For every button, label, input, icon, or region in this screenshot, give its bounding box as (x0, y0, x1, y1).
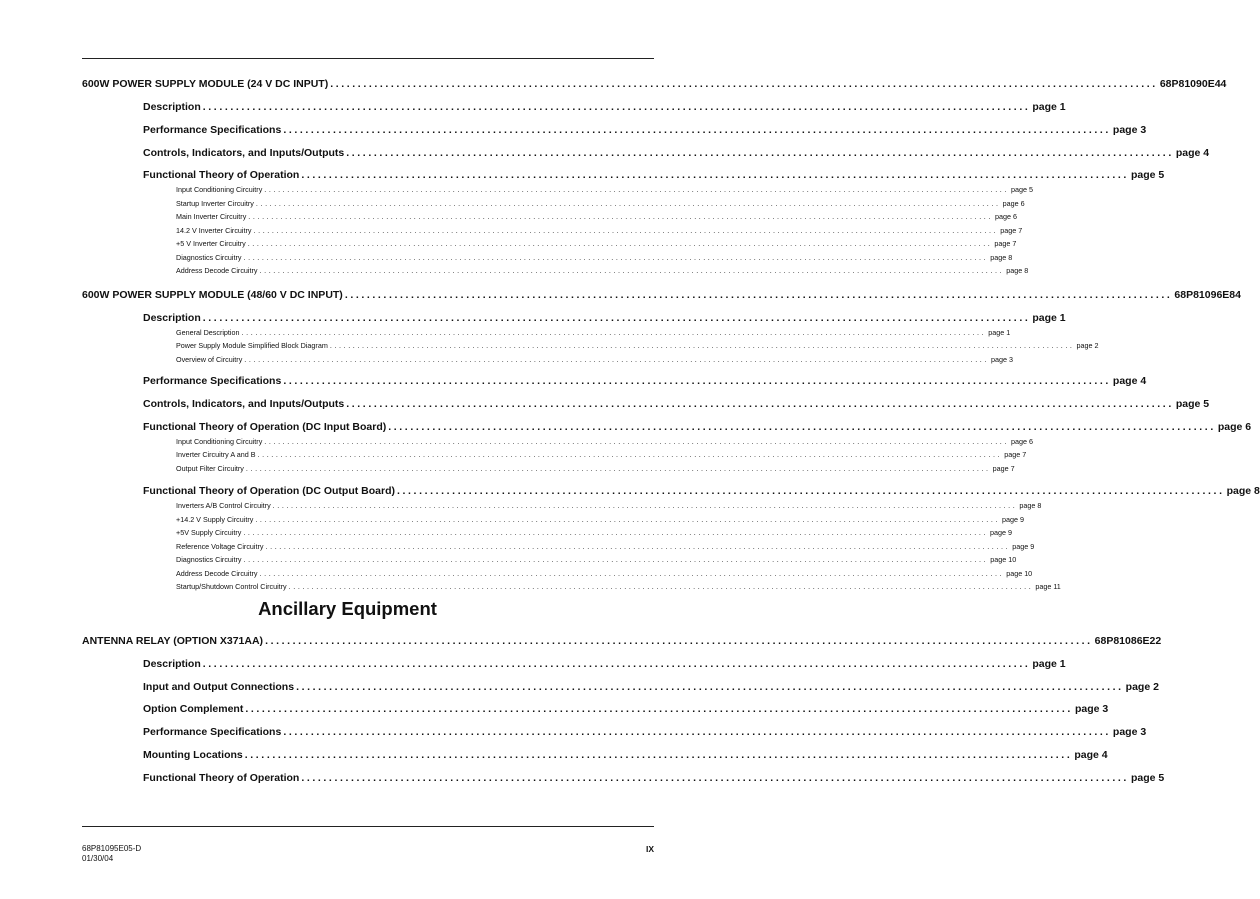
dot-leader: ...................................................................................................................................................... (346, 147, 1174, 159)
toc-entry-page: page 8 (1226, 485, 1260, 497)
toc-entry-label: Functional Theory of Operation (DC Input Board) (143, 421, 387, 433)
toc-subentry-page: page 6 (1002, 199, 1025, 208)
toc-entry-page: page 5 (1130, 169, 1165, 181)
toc-subentry-label: Main Inverter Circuitry (176, 212, 247, 221)
dot-leader: .................................................................................................................................................................. (264, 437, 1009, 446)
header-rule (82, 58, 654, 59)
toc-entry[interactable] (143, 312, 1066, 324)
toc-entry[interactable] (143, 681, 1159, 693)
toc-module-ref: 68P81096E84 (1174, 289, 1241, 301)
toc-subentry[interactable] (176, 199, 1025, 208)
toc-subentry-page: page 7 (994, 239, 1017, 248)
toc-module-48v-heading[interactable] (82, 289, 1241, 301)
toc-subentry[interactable] (176, 253, 1013, 262)
toc-entry[interactable] (143, 749, 1108, 761)
dot-leader: .................................................................................................................................................................. (244, 355, 989, 364)
dot-leader: ...................................................................................................................................................... (244, 749, 1073, 761)
toc-module-title: ANTENNA RELAY (OPTION X371AA) (82, 635, 264, 647)
toc-subentry-label: 14.2 V Inverter Circuitry (176, 226, 252, 235)
dot-leader: ...................................................................................................................................................... (301, 772, 1129, 784)
dot-leader: ...................................................................................................................................................... (397, 485, 1225, 497)
toc-entry[interactable] (143, 147, 1210, 159)
toc-subentry-label: Overview of Circuitry (176, 355, 243, 364)
toc-subentry-label: Address Decode Circuitry (176, 266, 258, 275)
dot-leader: .................................................................................................................................................................. (272, 501, 1018, 510)
footer-doc-number: 68P81095E05-D (82, 844, 142, 853)
toc-entry-label: Performance Specifications (143, 726, 282, 738)
toc-subentry-page: page 10 (990, 555, 1017, 564)
toc-subentry[interactable] (176, 212, 1017, 221)
toc-entry-page: page 2 (1125, 681, 1159, 693)
dot-leader: .................................................................................................................................................................. (247, 239, 993, 248)
toc-subentry-page: page 8 (1006, 266, 1029, 275)
dot-leader: .................................................................................................................................................................. (259, 266, 1005, 275)
toc-module-title: 600W POWER SUPPLY MODULE (48/60 V DC INPUT) (82, 289, 343, 301)
toc-subentry-label: Input Conditioning Circuitry (176, 185, 263, 194)
toc-subentry-label: Power Supply Module Simplified Block Diagram (176, 341, 328, 350)
footer-page-number: IX (645, 844, 654, 854)
toc-subentry[interactable] (176, 569, 1033, 578)
dot-leader: ...................................................................................................................................................... (344, 289, 1173, 301)
toc-entry-page: page 3 (1112, 726, 1147, 738)
toc-subentry-label: Inverter Circuitry A and B (176, 450, 256, 459)
dot-leader: ...................................................................................................................................................... (330, 78, 1158, 90)
toc-entry[interactable] (143, 658, 1066, 670)
toc-subentry-page: page 10 (1006, 569, 1033, 578)
toc-entry-page: page 3 (1112, 124, 1147, 136)
toc-subentry-label: +5V Supply Circuitry (176, 528, 242, 537)
toc-subentry[interactable] (176, 555, 1017, 564)
dot-leader: .................................................................................................................................................................. (264, 185, 1009, 194)
toc-entry-page: page 1 (1032, 658, 1066, 670)
toc-entry[interactable] (143, 726, 1147, 738)
toc-entry-page: page 4 (1112, 375, 1147, 387)
toc-module-24v-heading[interactable] (82, 78, 1227, 90)
toc-subentry-label: Output Filter Circuitry (176, 464, 244, 473)
toc-entry[interactable] (143, 398, 1210, 410)
toc-subentry-page: page 3 (991, 355, 1013, 364)
toc-entry[interactable] (143, 101, 1066, 113)
toc-entry-page: page 1 (1032, 312, 1066, 324)
toc-entry-label: Mounting Locations (143, 749, 243, 761)
toc-entry-label: Controls, Indicators, and Inputs/Outputs (143, 147, 345, 159)
toc-entry-label: Description (143, 312, 201, 324)
toc-subentry-page: page 1 (988, 328, 1011, 337)
toc-subentry-page: page 9 (1002, 515, 1024, 524)
dot-leader: .................................................................................................................................................................. (243, 528, 989, 537)
toc-entry[interactable] (143, 124, 1147, 136)
toc-subentry[interactable] (176, 185, 1033, 194)
dot-leader: .................................................................................................................................................................. (241, 328, 987, 337)
dot-leader: ...................................................................................................................................................... (202, 658, 1031, 670)
toc-subentry[interactable] (176, 239, 1017, 248)
dot-leader: .................................................................................................................................................................. (259, 569, 1005, 578)
toc-entry-label: Performance Specifications (143, 124, 282, 136)
toc-subentry[interactable] (176, 328, 1011, 337)
toc-subentry-label: Reference Voltage Circuitry (176, 542, 264, 551)
dot-leader: .................................................................................................................................................................. (243, 555, 989, 564)
toc-subentry-label: Startup Inverter Circuitry (176, 199, 254, 208)
dot-leader: .................................................................................................................................................................. (245, 464, 991, 473)
toc-subentry[interactable] (176, 266, 1029, 275)
dot-leader: .................................................................................................................................................................. (329, 341, 1075, 350)
toc-subentry[interactable] (176, 341, 1099, 350)
toc-entry-label: Option Complement (143, 703, 244, 715)
toc-entry[interactable] (143, 772, 1165, 784)
dot-leader: ...................................................................................................................................................... (283, 375, 1111, 387)
dot-leader: .................................................................................................................................................................. (257, 450, 1003, 459)
dot-leader: .................................................................................................................................................................. (255, 515, 1001, 524)
toc-entry-label: Controls, Indicators, and Inputs/Outputs (143, 398, 345, 410)
toc-subentry-label: Address Decode Circuitry (176, 569, 258, 578)
toc-entry-label: Functional Theory of Operation (143, 772, 300, 784)
section-heading-ancillary: Ancillary Equipment (258, 598, 437, 619)
toc-module-ref: 68P81086E22 (1094, 635, 1162, 647)
dot-leader: ...................................................................................................................................................... (388, 421, 1216, 433)
toc-subentry-label: +5 V Inverter Circuitry (176, 239, 246, 248)
toc-entry[interactable] (143, 421, 1252, 433)
toc-entry-label: Input and Output Connections (143, 681, 295, 693)
toc-subentry-label: +14.2 V Supply Circuitry (176, 515, 254, 524)
dot-leader: ...................................................................................................................................................... (283, 124, 1111, 136)
toc-subentry-page: page 9 (1012, 542, 1035, 551)
toc-entry-page: page 6 (1217, 421, 1252, 433)
dot-leader: .................................................................................................................................................................. (255, 199, 1001, 208)
dot-leader: .................................................................................................................................................................. (253, 226, 999, 235)
dot-leader: ...................................................................................................................................................... (202, 101, 1031, 113)
dot-leader: ...................................................................................................................................................... (202, 312, 1031, 324)
toc-entry-page: page 4 (1074, 749, 1108, 761)
toc-subentry[interactable] (176, 355, 1013, 364)
dot-leader: .................................................................................................................................................................. (243, 253, 989, 262)
toc-subentry[interactable] (176, 226, 1023, 235)
dot-leader: ...................................................................................................................................................... (265, 635, 1093, 647)
toc-subentry-label: Diagnostics Circuitry (176, 555, 242, 564)
toc-subentry[interactable] (176, 515, 1024, 524)
toc-subentry-page: page 7 (992, 464, 1015, 473)
toc-subentry-page: page 11 (1035, 582, 1061, 591)
dot-leader: ...................................................................................................................................................... (301, 169, 1129, 181)
toc-entry-label: Functional Theory of Operation (DC Output Board) (143, 485, 395, 497)
toc-subentry-label: Diagnostics Circuitry (176, 253, 242, 262)
toc-entry[interactable] (143, 169, 1165, 181)
toc-subentry[interactable] (176, 464, 1015, 473)
toc-entry-label: Functional Theory of Operation (143, 169, 300, 181)
footer-doc-info (82, 844, 141, 864)
toc-subentry-page: page 6 (1011, 437, 1033, 446)
toc-entry-label: Description (143, 658, 201, 670)
toc-subentry-page: page 8 (990, 253, 1013, 262)
toc-subentry-label: Input Conditioning Circuitry (176, 437, 263, 446)
toc-entry[interactable] (143, 375, 1147, 387)
toc-subentry-page: page 6 (995, 212, 1017, 221)
footer-date: 01/30/04 (82, 854, 114, 863)
dot-leader: .................................................................................................................................................................. (288, 582, 1034, 591)
dot-leader: .................................................................................................................................................................. (265, 542, 1011, 551)
dot-leader: ...................................................................................................................................................... (283, 726, 1111, 738)
toc-subentry[interactable] (176, 582, 1061, 591)
toc-entry[interactable] (143, 485, 1260, 497)
toc-subentry[interactable] (176, 542, 1035, 551)
dot-leader: ...................................................................................................................................................... (245, 703, 1073, 715)
toc-subentry-page: page 8 (1019, 501, 1042, 510)
toc-entry-page: page 5 (1175, 398, 1210, 410)
toc-subentry-page: page 7 (1000, 226, 1023, 235)
toc-subentry-label: General Description (176, 328, 240, 337)
toc-subentry[interactable] (176, 437, 1033, 446)
toc-entry-page: page 5 (1130, 772, 1165, 784)
toc-subentry-label: Startup/Shutdown Control Circuitry (176, 582, 287, 591)
toc-entry[interactable] (143, 703, 1109, 715)
toc-subentry-page: page 9 (990, 528, 1012, 537)
toc-subentry-page: page 7 (1004, 450, 1027, 459)
toc-entry-page: page 1 (1032, 101, 1066, 113)
toc-entry-label: Description (143, 101, 201, 113)
toc-module-title: 600W POWER SUPPLY MODULE (24 V DC INPUT) (82, 78, 329, 90)
toc-subentry[interactable] (176, 501, 1042, 510)
footer-rule (82, 826, 654, 827)
dot-leader: ...................................................................................................................................................... (296, 681, 1124, 693)
toc-subentry[interactable] (176, 450, 1027, 459)
dot-leader: .................................................................................................................................................................. (248, 212, 993, 221)
toc-entry-page: page 4 (1175, 147, 1210, 159)
toc-subentry[interactable] (176, 528, 1012, 537)
toc-antenna-relay-heading[interactable] (82, 635, 1162, 647)
toc-subentry-label: Inverters A/B Control Circuitry (176, 501, 271, 510)
toc-entry-label: Performance Specifications (143, 375, 282, 387)
toc-entry-page: page 3 (1074, 703, 1109, 715)
toc-module-ref: 68P81090E44 (1159, 78, 1227, 90)
dot-leader: ...................................................................................................................................................... (346, 398, 1174, 410)
toc-subentry-page: page 2 (1076, 341, 1099, 350)
toc-subentry-page: page 5 (1011, 185, 1033, 194)
